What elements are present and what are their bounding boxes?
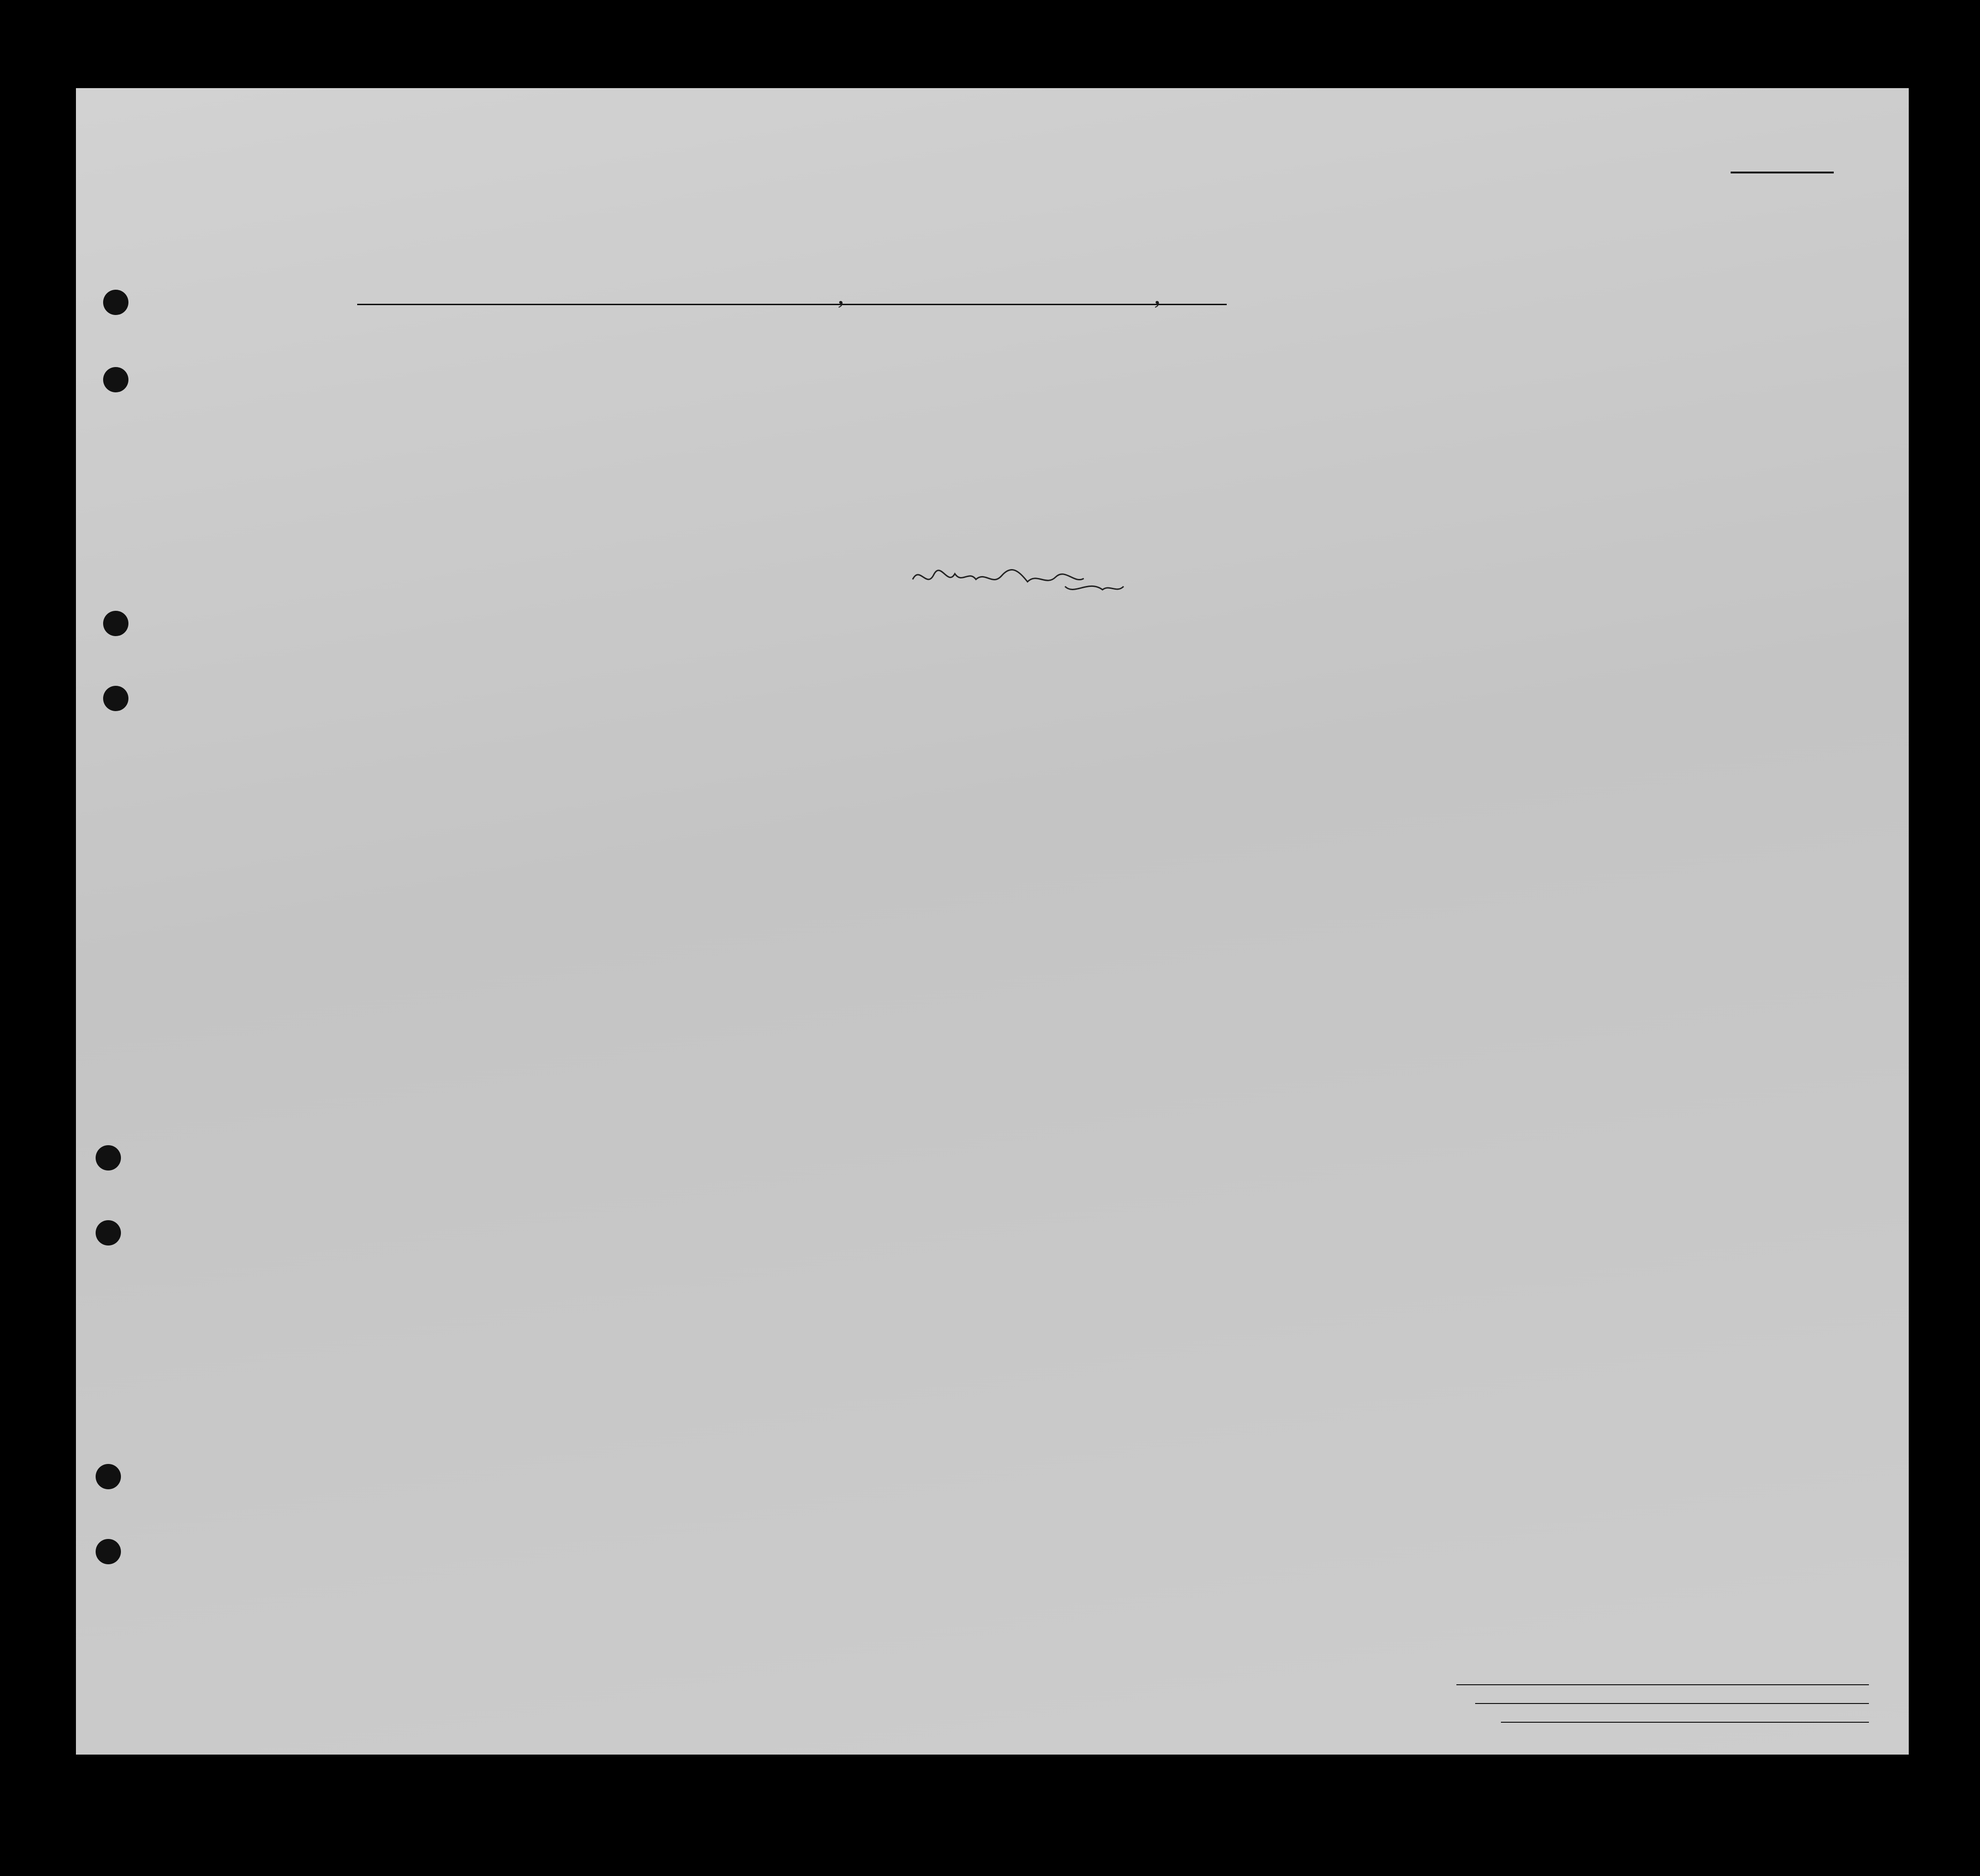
punch-hole xyxy=(103,367,128,392)
punch-hole xyxy=(96,1539,121,1564)
manifest-sheet xyxy=(76,88,1909,1755)
date-underline xyxy=(856,304,1227,305)
punch-hole xyxy=(96,1220,121,1246)
punch-hole xyxy=(103,686,128,711)
port-underline xyxy=(357,304,887,305)
header-q28 xyxy=(1342,379,1384,496)
owners-underline xyxy=(1475,1703,1869,1704)
punch-hole xyxy=(103,611,128,636)
handwritten-signature xyxy=(910,561,1126,598)
list-underline xyxy=(1731,172,1834,173)
comma: , xyxy=(1154,281,1161,310)
punch-hole xyxy=(96,1464,121,1489)
ruled-grid xyxy=(76,88,1909,1755)
line-underline xyxy=(1456,1684,1869,1685)
header-q29 xyxy=(1393,379,1428,496)
comma: , xyxy=(838,281,844,310)
agents-underline xyxy=(1501,1722,1869,1723)
punch-hole xyxy=(96,1145,121,1171)
punch-hole xyxy=(103,290,128,315)
